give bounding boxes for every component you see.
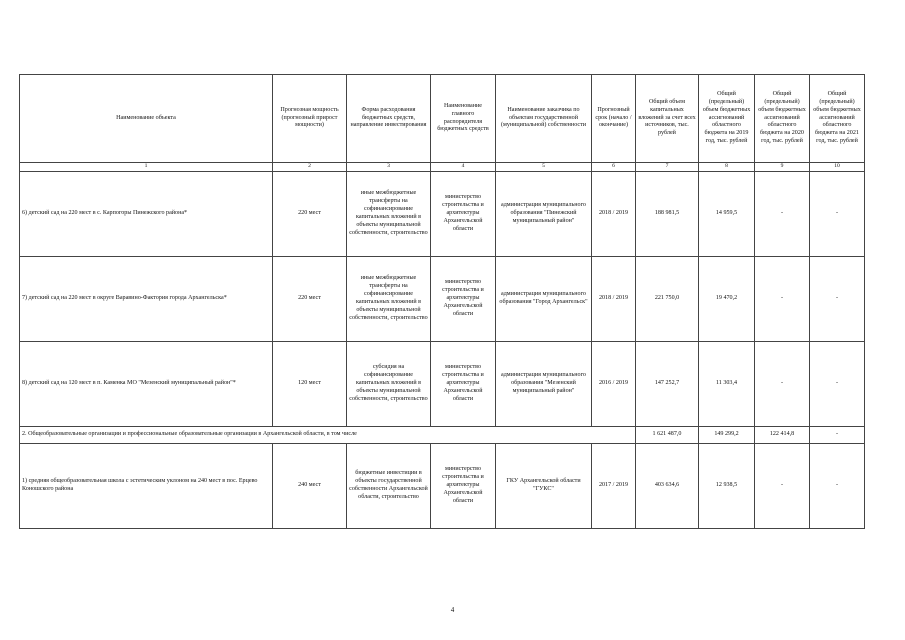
header-cell: Прогнозная мощность (прогнозный прирост мощности)	[273, 75, 347, 163]
header-cell: Наименование главного распорядителя бюджетных средств	[431, 75, 496, 163]
amount-2021: -	[810, 257, 865, 342]
table-row	[20, 342, 865, 427]
term: 2018 / 2019	[592, 257, 636, 342]
section-total: 1 621 487,0	[636, 427, 699, 444]
budget-manager: министерство строительства и архитектуры Архангельской области	[431, 444, 496, 529]
amount-2021: -	[810, 444, 865, 529]
budget-manager: министерство строительства и архитектуры Архангельской области	[431, 257, 496, 342]
customer: ГКУ Архангельской области "ГУКС"	[496, 444, 592, 529]
header-cell: Прогнозный срок (начало / окончание)	[592, 75, 636, 163]
spending-form: бюджетные инвестиции в объекты государственной собственности Архангельской области, строительство	[347, 444, 431, 529]
amount-2020: -	[755, 257, 810, 342]
term: 2016 / 2019	[592, 342, 636, 427]
amount-2020: -	[755, 444, 810, 529]
object-name: 8) детский сад на 120 мест в п. Каменка МО "Мезенский муниципальный район"*	[20, 342, 273, 427]
customer: администрация муниципального образования "Город Архангельск"	[496, 257, 592, 342]
amount-2019: 11 303,4	[699, 342, 755, 427]
column-number: 10	[810, 163, 865, 172]
term: 2017 / 2019	[592, 444, 636, 529]
amount-2020: -	[755, 172, 810, 257]
header-cell: Форма расходования бюджетных средств, направление инвестирования	[347, 75, 431, 163]
total-amount: 221 750,0	[636, 257, 699, 342]
header-cell: Наименование объекта	[20, 75, 273, 163]
amount-2019: 14 959,5	[699, 172, 755, 257]
column-number: 2	[273, 163, 347, 172]
column-number: 9	[755, 163, 810, 172]
header-cell: Общий (предельный) объем бюджетных ассигнований областного бюджета на 2020 год, тыс. рублей	[755, 75, 810, 163]
section-2019: 149 299,2	[699, 427, 755, 444]
page-number: 4	[450, 606, 455, 614]
section-2020: 122 414,8	[755, 427, 810, 444]
column-number: 3	[347, 163, 431, 172]
table-row	[20, 172, 865, 257]
amount-2021: -	[810, 172, 865, 257]
spending-form: субсидия на софинансирование капитальных вложений в объекты муниципальной собственности, строительство	[347, 342, 431, 427]
column-number: 1	[20, 163, 273, 172]
column-number: 5	[496, 163, 592, 172]
budget-manager: министерство строительства и архитектуры Архангельской области	[431, 342, 496, 427]
capacity: 220 мест	[273, 172, 347, 257]
amount-2019: 12 938,5	[699, 444, 755, 529]
customer: администрация муниципального образования "Пинежский муниципальный район"	[496, 172, 592, 257]
header-cell: Общий объем капитальных вложений за счет всех источников, тыс. рублей	[636, 75, 699, 163]
capacity: 220 мест	[273, 257, 347, 342]
object-name: 7) детский сад на 220 мест в округе Варавино-Фактория города Архангельска*	[20, 257, 273, 342]
amount-2020: -	[755, 342, 810, 427]
column-number: 6	[592, 163, 636, 172]
spending-form: иные межбюджетные трансферты на софинансирование капитальных вложений в объекты муниципальной собственности, строительство	[347, 257, 431, 342]
header-cell: Наименование заказчика по объектам государственной (муниципальной) собственности	[496, 75, 592, 163]
object-name: 1) средняя общеобразовательная школа с эстетическим уклоном на 240 мест в пос. Ерцево Коношского района	[20, 444, 273, 529]
header-cell: Общий (предельный) объем бюджетных ассигнований областного бюджета на 2019 год, тыс. рублей	[699, 75, 755, 163]
column-number: 7	[636, 163, 699, 172]
table-row	[20, 257, 865, 342]
section-2021: -	[810, 427, 865, 444]
total-amount: 147 252,7	[636, 342, 699, 427]
amount-2019: 19 470,2	[699, 257, 755, 342]
header-row	[20, 75, 865, 163]
object-name: 6) детский сад на 220 мест в с. Карпогоры Пинежского района*	[20, 172, 273, 257]
customer: администрация муниципального образования "Мезенский муниципальный район"	[496, 342, 592, 427]
investment-table	[19, 74, 865, 529]
table-row	[20, 444, 865, 529]
budget-manager: министерство строительства и архитектуры Архангельской области	[431, 172, 496, 257]
column-number: 8	[699, 163, 755, 172]
total-amount: 188 981,5	[636, 172, 699, 257]
column-number: 4	[431, 163, 496, 172]
capacity: 120 мест	[273, 342, 347, 427]
section-label: 2. Общеобразовательные организации и профессиональные образовательные организации в Архангельской области, в том числе	[20, 427, 636, 444]
total-amount: 403 634,6	[636, 444, 699, 529]
section-row	[20, 427, 865, 444]
column-number-row	[20, 163, 865, 172]
capacity: 240 мест	[273, 444, 347, 529]
spending-form: иные межбюджетные трансферты на софинансирование капитальных вложений в объекты муниципальной собственности, строительство	[347, 172, 431, 257]
header-cell: Общий (предельный) объем бюджетных ассигнований областного бюджета на 2021 год, тыс. рублей	[810, 75, 865, 163]
amount-2021: -	[810, 342, 865, 427]
term: 2018 / 2019	[592, 172, 636, 257]
